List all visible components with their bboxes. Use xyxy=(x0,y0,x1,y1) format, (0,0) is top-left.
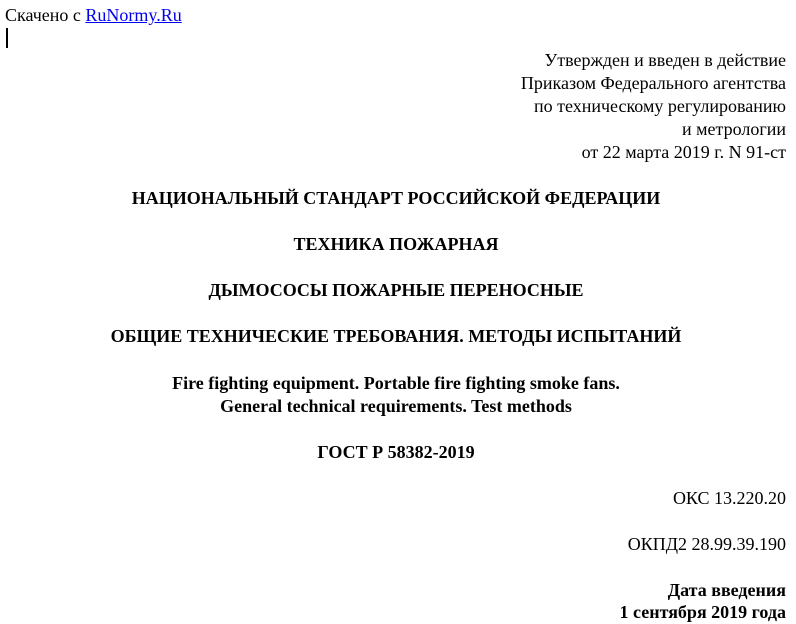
approval-line: от 22 марта 2019 г. N 91-ст xyxy=(581,142,786,162)
english-title-line1: Fire fighting equipment. Portable fire fighting smoke fans. xyxy=(172,373,620,393)
approval-line: и метрологии xyxy=(682,119,786,139)
gost-code: ГОСТ Р 58382-2019 xyxy=(317,442,475,462)
english-title-line2: General technical requirements. Test methods xyxy=(220,396,572,416)
approval-block xyxy=(521,49,786,164)
runormy-link[interactable]: RuNormy.Ru xyxy=(85,5,182,25)
approval-line: по техническому регулированию xyxy=(533,96,786,116)
text-cursor xyxy=(6,28,8,48)
section-heading: ТЕХНИКА ПОЖАРНАЯ xyxy=(293,234,499,254)
download-prefix: Скачено с xyxy=(5,5,86,25)
oks-code: ОКС 13.220.20 xyxy=(672,488,786,508)
scope-heading: ОБЩИЕ ТЕХНИЧЕСКИЕ ТРЕБОВАНИЯ. МЕТОДЫ ИСПЫТАНИЙ xyxy=(110,326,682,346)
subject-heading: ДЫМОСОСЫ ПОЖАРНЫЕ ПЕРЕНОСНЫЕ xyxy=(208,280,584,300)
okpd2-code: ОКПД2 28.99.39.190 xyxy=(627,534,786,554)
approval-line: Приказом Федерального агентства xyxy=(520,73,786,93)
introduction-label: Дата введения xyxy=(667,580,786,600)
introduction-date: 1 сентября 2019 года xyxy=(619,602,786,622)
approval-line: Утвержден и введен в действие xyxy=(544,50,786,70)
download-source-line xyxy=(5,4,182,27)
standard-heading: НАЦИОНАЛЬНЫЙ СТАНДАРТ РОССИЙСКОЙ ФЕДЕРАЦИИ xyxy=(131,188,661,208)
